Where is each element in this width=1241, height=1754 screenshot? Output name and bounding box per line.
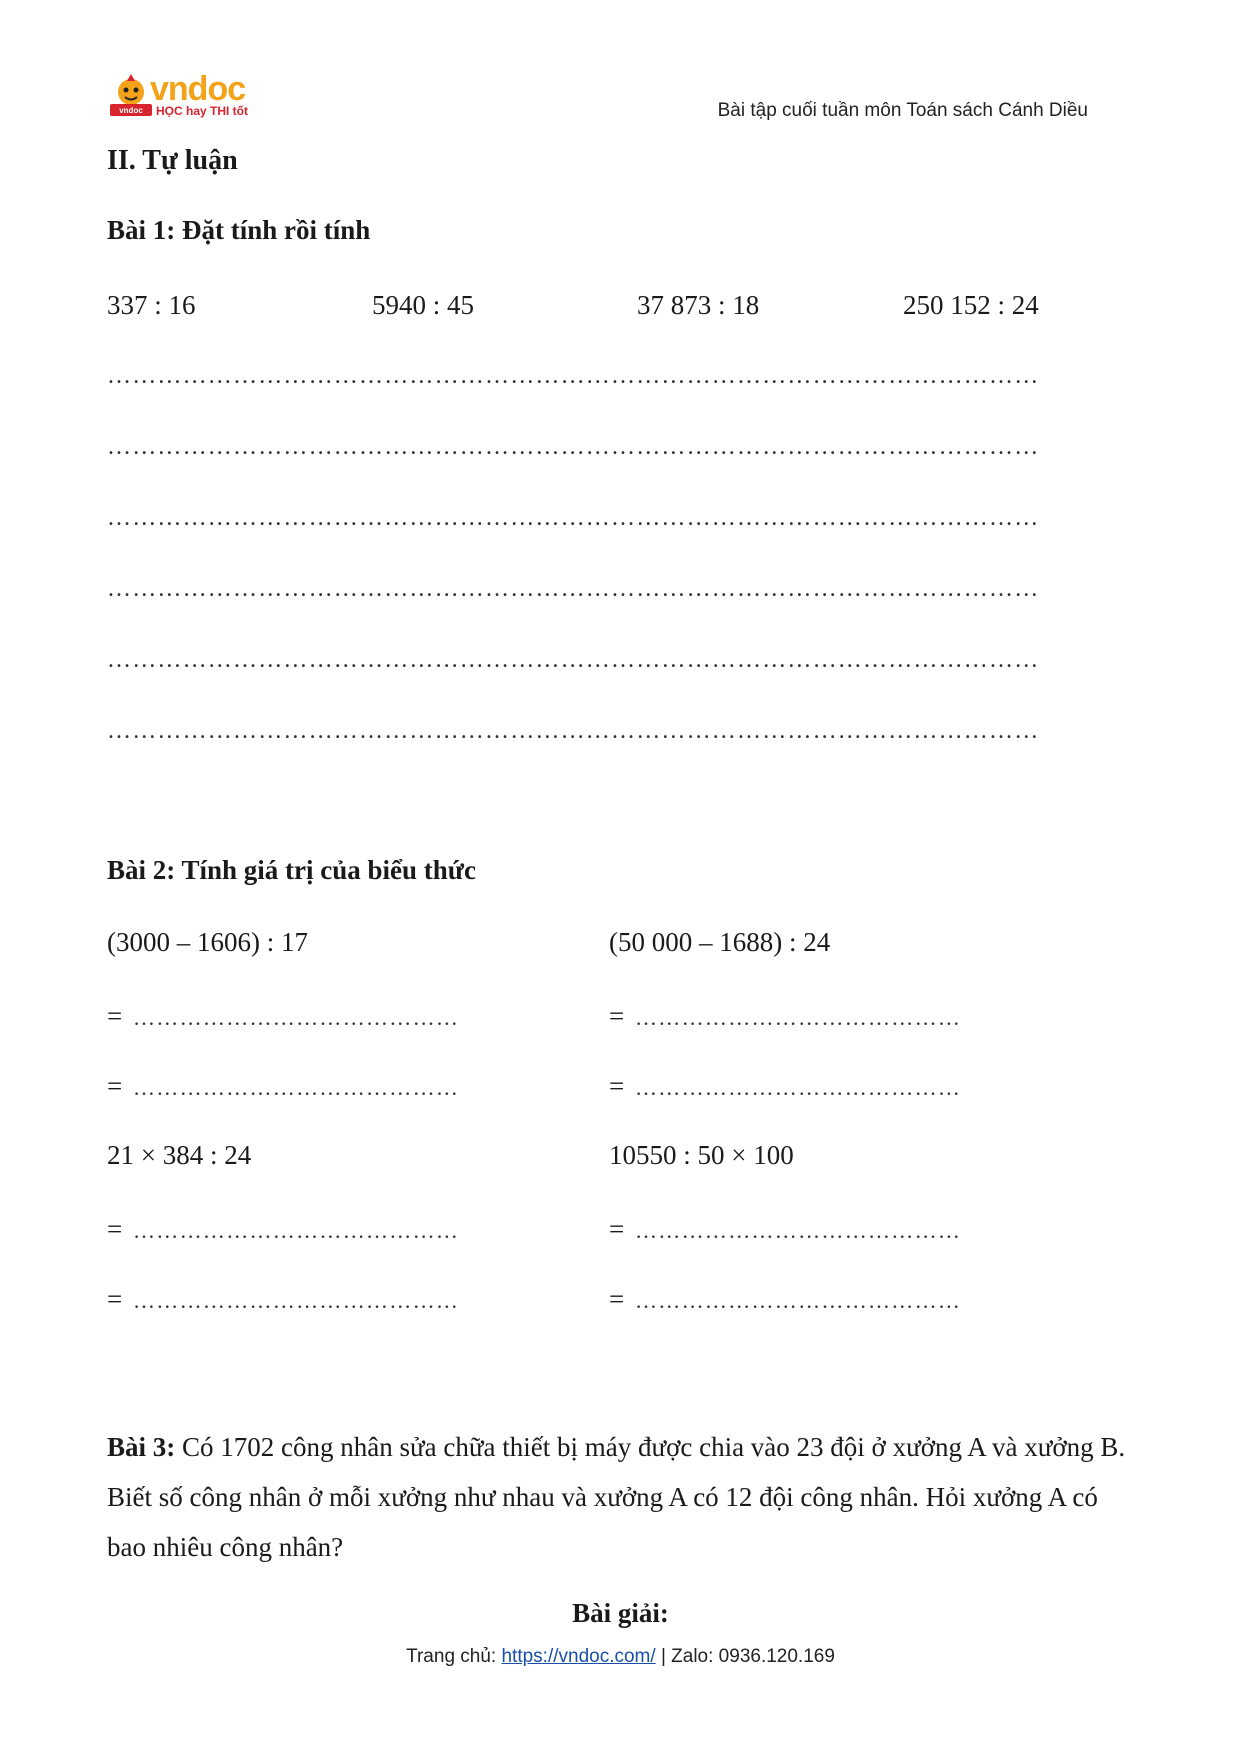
bai1-problem-1: 337 : 16	[107, 290, 196, 320]
answer-line-5[interactable]: …………………………………………………………………………………………………	[107, 647, 1040, 673]
bai2-answer-3a[interactable]: = ……………………………………	[107, 1214, 460, 1244]
answer-line-6[interactable]: …………………………………………………………………………………………………	[107, 718, 1040, 744]
footer-contact: | Zalo: 0936.120.169	[655, 1646, 835, 1667]
bai3-text: Có 1702 công nhân sửa chữa thiết bị máy được chia vào 23 đội ở xưởng A và xưởng B. Biết số công nhân ở mỗi xưởng như nhau và xưởng A có 12 đội công nhân. Hỏi xưởng A có bao nhiêu công nhân?	[107, 1432, 1126, 1562]
bai2-answer-2a[interactable]: = ……………………………………	[609, 1001, 962, 1031]
answer-line-2[interactable]: …………………………………………………………………………………………………	[107, 434, 1040, 460]
bai2-answer-4b[interactable]: = ……………………………………	[609, 1284, 962, 1314]
bai3-label: Bài 3:	[107, 1432, 176, 1462]
page-header	[0, 0, 1241, 130]
footer-prefix: Trang chủ:	[406, 1646, 502, 1667]
logo-wordmark: vndoc	[150, 70, 246, 108]
bai3-paragraph	[107, 1422, 1137, 1572]
bai1-problem-2: 5940 : 45	[372, 290, 475, 320]
mascot-icon	[108, 72, 154, 120]
bai1-problem-4: 250 152 : 24	[903, 290, 1039, 320]
header-title: Bài tập cuối tuần môn Toán sách Cánh Diều	[717, 100, 1088, 121]
bai2-expr-3: 21 × 384 : 24	[107, 1140, 252, 1170]
bai2-title: Bài 2: Tính giá trị của biểu thức	[107, 855, 476, 885]
bai2-answer-1b[interactable]: = ……………………………………	[107, 1071, 460, 1101]
section-title: II. Tự luận	[107, 145, 238, 176]
bai1-title: Bài 1: Đặt tính rồi tính	[107, 215, 371, 245]
bai2-expr-2: (50 000 – 1688) : 24	[609, 927, 831, 957]
solution-label: Bài giải:	[572, 1598, 669, 1628]
answer-line-3[interactable]: …………………………………………………………………………………………………	[107, 505, 1040, 531]
answer-line-4[interactable]: …………………………………………………………………………………………………	[107, 576, 1040, 602]
vndoc-logo[interactable]	[108, 72, 258, 124]
bai2-answer-4a[interactable]: = ……………………………………	[609, 1214, 962, 1244]
bai2-answer-3b[interactable]: = ……………………………………	[107, 1284, 460, 1314]
homepage-link[interactable]: https://vndoc.com/	[501, 1646, 656, 1667]
bai2-answer-1a[interactable]: = ……………………………………	[107, 1001, 460, 1031]
bai2-expr-4: 10550 : 50 × 100	[609, 1140, 794, 1170]
bai2-answer-2b[interactable]: = ……………………………………	[609, 1071, 962, 1101]
bai1-problem-3: 37 873 : 18	[637, 290, 760, 320]
answer-line-1[interactable]: …………………………………………………………………………………………………	[107, 363, 1040, 389]
bai2-expr-1: (3000 – 1606) : 17	[107, 927, 308, 957]
logo-tagline: HỌC hay THI tốt	[156, 104, 248, 118]
page-footer	[0, 1646, 1241, 1668]
logo-badge: vndoc	[119, 106, 143, 115]
